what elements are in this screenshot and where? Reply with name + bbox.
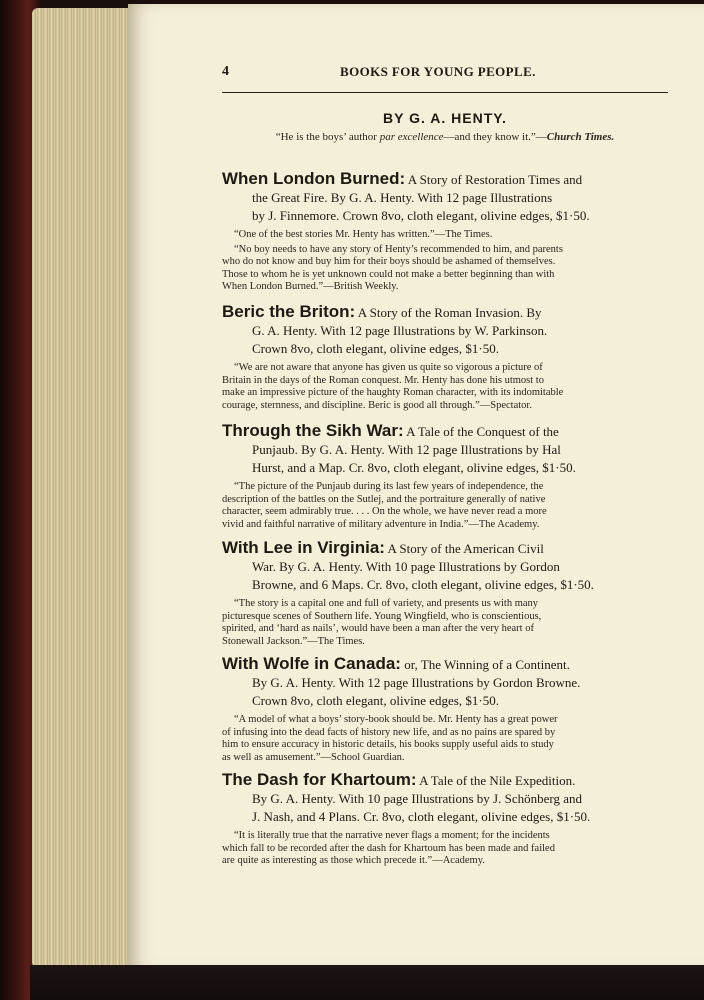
book-entry-with-lee-in-virginia [222, 539, 670, 648]
book-review [222, 362, 670, 412]
book-desc-line: Crown 8vo, cloth elegant, olivine edges, $1·50. [252, 693, 499, 708]
book-review [222, 229, 670, 242]
book-title: With Wolfe in Canada: [222, 654, 401, 673]
review-line: vivid and faithful narrative of military adventure in India.”—The Academy. [222, 518, 540, 530]
page-number: 4 [222, 64, 229, 79]
book-entry-the-dash-for-khartoum [222, 771, 670, 868]
tagline-text-after: —and they know it.”— [443, 131, 547, 143]
book-title: Through the Sikh War: [222, 421, 404, 440]
book-entry-beric-the-briton [222, 303, 670, 412]
review-line: which fall to be recorded after the dash for Khartoum has been made and failed [222, 842, 555, 854]
review-line: Stonewall Jackson.”—The Times. [222, 635, 365, 647]
review-line: “We are not aware that anyone has given us quite so vigorous a picture of [234, 362, 543, 373]
review-line: description of the battles on the Sutlej, and the portraiture generally of native [222, 493, 546, 505]
page-bottom-shadow [30, 965, 704, 1000]
review-line: him to ensure accuracy in historic details, his books supply useful aids to study [222, 739, 554, 750]
review-line: When London Burned.”—British Weekly. [222, 281, 399, 292]
review-line: “One of the best stories Mr. Henty has written.”—The Times. [234, 229, 493, 240]
book-desc-line: Browne, and 6 Maps. Cr. 8vo, cloth elegant, olivine edges, $1·50. [252, 577, 594, 592]
review-line: who do not know and buy him for their boys should be ashamed of themselves. [222, 256, 556, 267]
book-review [222, 598, 670, 648]
book-desc-line: the Great Fire. By G. A. Henty. With 12 page Illustrations [252, 190, 553, 205]
book-desc-line: A Story of the Roman Invasion. By [355, 305, 542, 320]
book-desc-line: By G. A. Henty. With 12 page Illustrations by Gordon Browne. [252, 675, 581, 690]
book-title: With Lee in Virginia: [222, 538, 385, 557]
book-review [222, 830, 670, 868]
book-desc-line: War. By G. A. Henty. With 10 page Illustrations by Gordon [252, 559, 560, 574]
review-line: Britain in the days of the Roman conquest. Mr. Henty has done his utmost to [222, 374, 544, 386]
tagline-italic: par excellence [379, 131, 444, 143]
book-desc-line: or, The Winning of a Continent. [400, 657, 570, 672]
page-edges [32, 8, 132, 968]
book-desc-line: G. A. Henty. With 12 page Illustrations by W. Parkinson. [252, 323, 548, 338]
review-line: “The picture of the Punjaub during its last few years of independence, the [234, 481, 544, 492]
book-desc-line: A Story of the American Civil [384, 541, 544, 556]
book-desc-line: Hurst, and a Map. Cr. 8vo, cloth elegant, olivine edges, $1·50. [252, 460, 576, 475]
book-entry-when-london-burned [222, 170, 670, 294]
book-title: When London Burned: [222, 169, 406, 188]
book-entry-with-wolfe-in-canada [222, 655, 670, 764]
book-review [222, 244, 670, 294]
review-line: courage, sternness, and discipline. Beric is good all through.”—Spectator. [222, 399, 532, 411]
review-line: Those to whom he is yet unknown could not make a better beginning than with [222, 268, 555, 280]
running-title: BOOKS FOR YOUNG PEOPLE. [340, 64, 536, 79]
author-tagline [222, 131, 668, 143]
review-line: as well as amusement.”—School Guardian. [222, 751, 405, 763]
book-review [222, 714, 670, 764]
review-line: “A model of what a boys’ story-book should be. Mr. Henty has a great power [234, 714, 558, 725]
book-desc-line: Punjaub. By G. A. Henty. With 12 page Illustrations by Hal [252, 442, 561, 457]
review-line: character, seem admirably true. . . . On the whole, we have never read a more [222, 506, 547, 517]
book-desc-line: A Tale of the Nile Expedition. [416, 773, 576, 788]
book-desc-line: A Story of Restoration Times and [405, 172, 583, 187]
review-line: make an impressive picture of the haughty Roman character, with its indomitable [222, 387, 564, 398]
header-rule [222, 92, 668, 93]
book-desc-line: by J. Finnemore. Crown 8vo, cloth elegant, olivine edges, $1·50. [252, 208, 590, 223]
review-line: “The story is a capital one and full of variety, and presents us with many [234, 598, 539, 609]
review-line: are quite as interesting as those which precede it.”—Academy. [222, 855, 485, 866]
review-line: “It is literally true that the narrative never flags a moment; for the incidents [234, 830, 550, 841]
review-line: spirited, and ‘hard as nails’, would have been a man after the very heart of [222, 623, 534, 634]
book-desc-line: A Tale of the Conquest of the [403, 424, 559, 439]
review-line: of infusing into the dead facts of history new life, and as no pains are spared by [222, 726, 556, 738]
book-title: The Dash for Khartoum: [222, 770, 417, 789]
tagline-source: Church Times. [546, 131, 615, 143]
tagline-text: “He is the boys’ author [275, 131, 380, 143]
book-review [222, 481, 670, 531]
review-line: picturesque scenes of Southern life. Young Wingfield, who is conscientious, [222, 610, 542, 622]
review-line: “No boy needs to have any story of Henty’s recommended to him, and parents [234, 243, 563, 255]
book-desc-line: J. Nash, and 4 Plans. Cr. 8vo, cloth elegant, olivine edges, $1·50. [252, 809, 591, 824]
author-heading: BY G. A. HENTY. [383, 110, 507, 126]
book-desc-line: By G. A. Henty. With 10 page Illustrations by J. Schönberg and [252, 791, 582, 806]
book-title: Beric the Briton: [222, 302, 356, 321]
book-entry-through-the-sikh-war [222, 422, 670, 531]
book-desc-line: Crown 8vo, cloth elegant, olivine edges, $1·50. [252, 341, 499, 356]
